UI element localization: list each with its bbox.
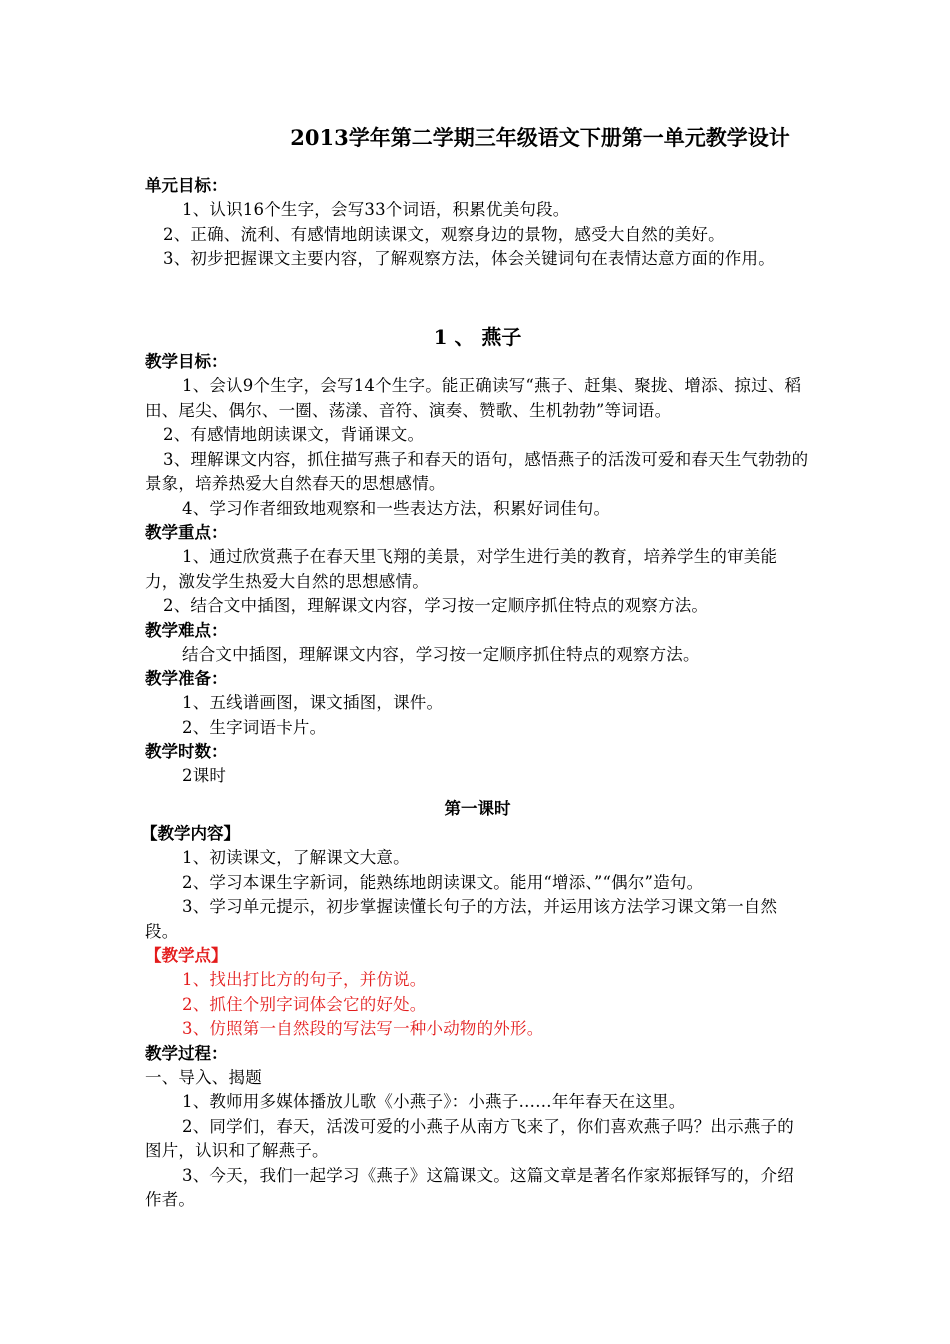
teaching-point-item: 1、找出打比方的句子，并仿说。: [182, 970, 427, 989]
difficulty-text: 结合文中插图，理解课文内容，学习按一定顺序抓住特点的观察方法。: [182, 644, 700, 664]
teaching-goals-heading: 教学目标：: [145, 352, 228, 371]
teaching-points-heading: 【教学点】: [145, 946, 228, 965]
hours-text: 2课时: [182, 766, 227, 785]
teaching-goal-item: 1、会认9个生字，会写14个生字。能正确读写“燕子、赶集、聚拢、增添、掠过、稻田、尾尖、偶尔、一圈、荡漾、音符、演奏、赞歌、生机勃勃”等词语。: [145, 376, 802, 420]
process-step: 1、教师用多媒体播放儿歌《小燕子》：小燕子……年年春天在这里。: [182, 1092, 686, 1111]
teaching-goal-item: 3、理解课文内容，抓住描写燕子和春天的语句，感悟燕子的活泼可爱和春天生气勃勃的景象，培养热爱大自然春天的思想感情。: [145, 449, 809, 493]
process-step: 2、同学们，春天，活泼可爱的小燕子从南方飞来了，你们喜欢燕子吗？出示燕子的图片，认识和了解燕子。: [145, 1116, 794, 1160]
process-heading: 教学过程：: [145, 1043, 228, 1063]
teaching-goal-item: 4、学习作者细致地观察和一些表达方法，积累好词佳句。: [182, 498, 611, 518]
teaching-goal-item: 2、有感情地朗读课文，背诵课文。: [163, 425, 425, 444]
section-heading: 一、导入、揭题: [145, 1067, 262, 1087]
key-point-item: 2、结合文中插图，理解课文内容，学习按一定顺序抓住特点的观察方法。: [163, 596, 709, 615]
content-item: 3、学习单元提示，初步掌握读懂长句子的方法，并运用该方法学习课文第一自然段。: [145, 897, 778, 941]
document-title: 2013学年第二学期三年级语文下册第一单元教学设计: [290, 125, 790, 150]
key-points-heading: 教学重点：: [145, 523, 228, 542]
content-item: 2、学习本课生字新词，能熟练地朗读课文。能用“增添、”“偶尔”造句。: [182, 872, 704, 892]
content-heading: 【教学内容】: [141, 824, 240, 843]
unit-goals-section: [145, 174, 810, 272]
unit-goal-item: 2、正确、流利、有感情地朗读课文，观察身边的景物，感受大自然的美好。: [163, 224, 725, 244]
period-one-section: [141, 822, 810, 1213]
period-title: 第一课时: [444, 799, 511, 818]
preparation-item: 2、生字词语卡片。: [182, 717, 327, 737]
difficulty-heading: 教学难点：: [145, 620, 228, 640]
unit-goal-item: 1、认识16个生字，会写33个词语，积累优美句段。: [182, 200, 570, 219]
hours-heading: 教学时数：: [145, 742, 228, 761]
process-step: 3、今天，我们一起学习《燕子》这篇课文。这篇文章是著名作家郑振铎写的，介绍作者。: [145, 1165, 794, 1209]
preparation-item: 1、五线谱画图，课文插图，课件。: [182, 693, 444, 712]
unit-goal-item: 3、初步把握课文主要内容，了解观察方法，体会关键词句在表情达意方面的作用。: [163, 249, 775, 268]
lesson-title: 1 、 燕子: [433, 325, 522, 349]
teaching-point-item: 2、抓住个别字词体会它的好处。: [182, 994, 427, 1014]
preparation-heading: 教学准备：: [145, 669, 228, 688]
teaching-point-item: 3、仿照第一自然段的写法写一种小动物的外形。: [182, 1019, 544, 1038]
key-point-item: 1、通过欣赏燕子在春天里飞翔的美景，对学生进行美的教育，培养学生的审美能力，激发学生热爱大自然的思想感情。: [145, 547, 778, 591]
lesson-plan-section: [145, 350, 810, 789]
unit-goals-heading: 单元目标：: [145, 176, 228, 195]
content-item: 1、初读课文，了解课文大意。: [182, 848, 410, 867]
